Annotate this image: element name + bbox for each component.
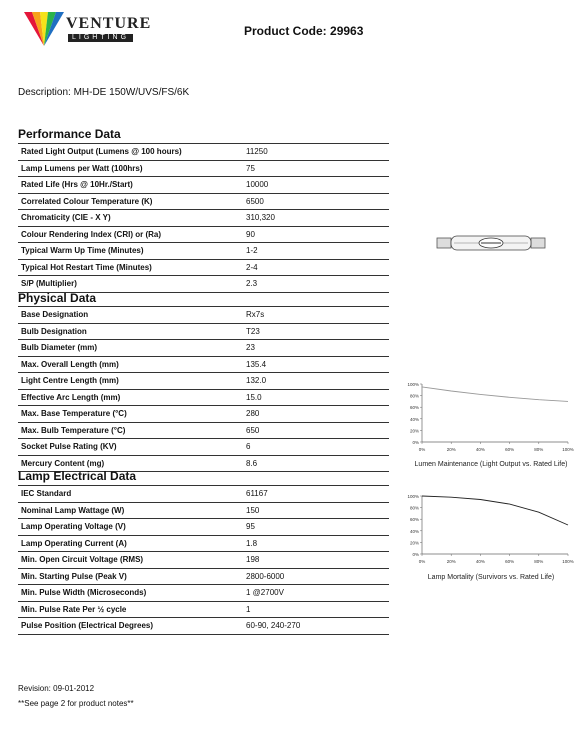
physical-label: Bulb Designation — [18, 323, 243, 340]
physical-value: 132.0 — [243, 373, 389, 390]
physical-table — [18, 306, 389, 472]
description: Description: MH-DE 150W/UVS/FS/6K — [18, 87, 190, 98]
physical-label: Max. Bulb Temperature (°C) — [18, 422, 243, 439]
electrical-table — [18, 485, 389, 635]
physical-label: Mercury Content (mg) — [18, 455, 243, 472]
y-tick-label: 20% — [409, 540, 419, 546]
electrical-row — [18, 486, 389, 503]
performance-label: Rated Life (Hrs @ 10Hr./Start) — [18, 177, 243, 194]
product-code-value: 29963 — [330, 24, 364, 38]
performance-value: 2.3 — [243, 276, 389, 293]
performance-label: Chromaticity (CIE - X Y) — [18, 210, 243, 227]
physical-value: 6 — [243, 439, 389, 456]
performance-row — [18, 144, 389, 161]
physical-value: 8.6 — [243, 455, 389, 472]
physical-value: 650 — [243, 422, 389, 439]
x-tick-label: 20% — [446, 559, 456, 564]
physical-label: Bulb Diameter (mm) — [18, 340, 243, 357]
brand-name: VENTURE — [66, 15, 152, 32]
electrical-row — [18, 585, 389, 602]
x-tick-label: 0% — [418, 447, 426, 452]
physical-row — [18, 323, 389, 340]
performance-table — [18, 143, 389, 293]
electrical-value: 150 — [243, 502, 389, 519]
chart-title-mortality: Lamp Mortality (Survivors vs. Rated Life) — [427, 574, 555, 581]
x-tick-label: 60% — [505, 559, 515, 564]
x-tick-label: 100% — [562, 559, 574, 564]
electrical-label: Min. Open Circuit Voltage (RMS) — [18, 552, 243, 569]
product-code — [244, 24, 363, 38]
y-tick-label: 60% — [409, 517, 419, 523]
x-tick-label: 40% — [475, 559, 485, 564]
electrical-row — [18, 618, 389, 635]
revision-text: Revision: 09-01-2012 — [18, 684, 95, 693]
physical-row — [18, 356, 389, 373]
physical-label: Max. Base Temperature (°C) — [18, 406, 243, 423]
physical-value: Rx7s — [243, 307, 389, 324]
physical-label: Max. Overall Length (mm) — [18, 356, 243, 373]
physical-row — [18, 406, 389, 423]
x-tick-label: 0% — [418, 559, 426, 564]
prism-logo-icon — [22, 10, 66, 50]
performance-value: 2-4 — [243, 259, 389, 276]
electrical-row — [18, 568, 389, 585]
x-tick-label: 80% — [534, 559, 544, 564]
performance-value: 90 — [243, 226, 389, 243]
chart-title-lumen: Lumen Maintenance (Light Output vs. Rated Life) — [414, 461, 568, 468]
performance-value: 310,320 — [243, 210, 389, 227]
lumen-maintenance-chart — [406, 380, 576, 458]
physical-row — [18, 389, 389, 406]
electrical-row — [18, 535, 389, 552]
electrical-label: Lamp Operating Voltage (V) — [18, 519, 243, 536]
performance-value: 6500 — [243, 193, 389, 210]
performance-label: Typical Hot Restart Time (Minutes) — [18, 259, 243, 276]
x-tick-label: 80% — [534, 447, 544, 452]
series-line — [422, 496, 568, 525]
performance-row — [18, 210, 389, 227]
lamp-mortality-chart — [406, 492, 576, 570]
performance-row — [18, 177, 389, 194]
electrical-value: 61167 — [243, 486, 389, 503]
performance-label: Colour Rendering Index (CRI) or (Ra) — [18, 226, 243, 243]
electrical-value: 1 @2700V — [243, 585, 389, 602]
y-tick-label: 40% — [409, 416, 419, 422]
electrical-value: 2800-6000 — [243, 568, 389, 585]
electrical-value: 198 — [243, 552, 389, 569]
x-tick-label: 40% — [475, 447, 485, 452]
performance-row — [18, 259, 389, 276]
electrical-value: 1.8 — [243, 535, 389, 552]
electrical-label: Min. Starting Pulse (Peak V) — [18, 568, 243, 585]
physical-value: T23 — [243, 323, 389, 340]
y-tick-label: 100% — [407, 382, 419, 387]
physical-value: 15.0 — [243, 389, 389, 406]
y-tick-label: 100% — [407, 494, 419, 499]
performance-label: Lamp Lumens per Watt (100hrs) — [18, 160, 243, 177]
venture-logo — [22, 10, 152, 50]
performance-value: 10000 — [243, 177, 389, 194]
x-tick-label: 20% — [446, 447, 456, 452]
physical-row — [18, 373, 389, 390]
electrical-value: 1 — [243, 601, 389, 618]
physical-label: Light Centre Length (mm) — [18, 373, 243, 390]
performance-value: 11250 — [243, 144, 389, 161]
y-tick-label: 60% — [409, 405, 419, 411]
physical-label: Socket Pulse Rating (KV) — [18, 439, 243, 456]
electrical-label: Lamp Operating Current (A) — [18, 535, 243, 552]
performance-label: S/P (Multiplier) — [18, 276, 243, 293]
physical-value: 135.4 — [243, 356, 389, 373]
x-tick-label: 100% — [562, 447, 574, 452]
performance-title: Performance Data — [18, 127, 121, 141]
y-tick-label: 40% — [409, 528, 419, 534]
electrical-row — [18, 519, 389, 536]
electrical-label: IEC Standard — [18, 486, 243, 503]
physical-label: Effective Arc Length (mm) — [18, 389, 243, 406]
physical-label: Base Designation — [18, 307, 243, 324]
physical-value: 280 — [243, 406, 389, 423]
electrical-title: Lamp Electrical Data — [18, 469, 137, 483]
electrical-value: 95 — [243, 519, 389, 536]
y-tick-label: 80% — [409, 505, 419, 511]
performance-value: 75 — [243, 160, 389, 177]
performance-label: Typical Warm Up Time (Minutes) — [18, 243, 243, 260]
electrical-row — [18, 601, 389, 618]
physical-row — [18, 307, 389, 324]
electrical-label: Pulse Position (Electrical Degrees) — [18, 618, 243, 635]
performance-label: Rated Light Output (Lumens @ 100 hours) — [18, 144, 243, 161]
physical-title: Physical Data — [18, 291, 97, 305]
performance-row — [18, 243, 389, 260]
lamp-bulb-image — [436, 232, 546, 254]
x-tick-label: 60% — [505, 447, 515, 452]
physical-row — [18, 422, 389, 439]
performance-row — [18, 193, 389, 210]
performance-row — [18, 160, 389, 177]
electrical-label: Min. Pulse Rate Per ½ cycle — [18, 601, 243, 618]
brand-sub: LIGHTING — [68, 34, 133, 42]
series-line — [422, 387, 568, 402]
physical-value: 23 — [243, 340, 389, 357]
y-tick-label: 20% — [409, 428, 419, 434]
y-tick-label: 0% — [412, 552, 419, 557]
y-tick-label: 80% — [409, 393, 419, 399]
electrical-value: 60-90, 240-270 — [243, 618, 389, 635]
performance-value: 1-2 — [243, 243, 389, 260]
performance-row — [18, 276, 389, 293]
electrical-label: Nominal Lamp Wattage (W) — [18, 502, 243, 519]
performance-row — [18, 226, 389, 243]
electrical-row — [18, 552, 389, 569]
physical-row — [18, 439, 389, 456]
y-tick-label: 0% — [412, 440, 419, 445]
electrical-row — [18, 502, 389, 519]
electrical-label: Min. Pulse Width (Microseconds) — [18, 585, 243, 602]
product-notes-text: **See page 2 for product notes** — [18, 699, 134, 708]
product-code-label: Product Code: — [244, 24, 327, 38]
performance-label: Correlated Colour Temperature (K) — [18, 193, 243, 210]
physical-row — [18, 340, 389, 357]
